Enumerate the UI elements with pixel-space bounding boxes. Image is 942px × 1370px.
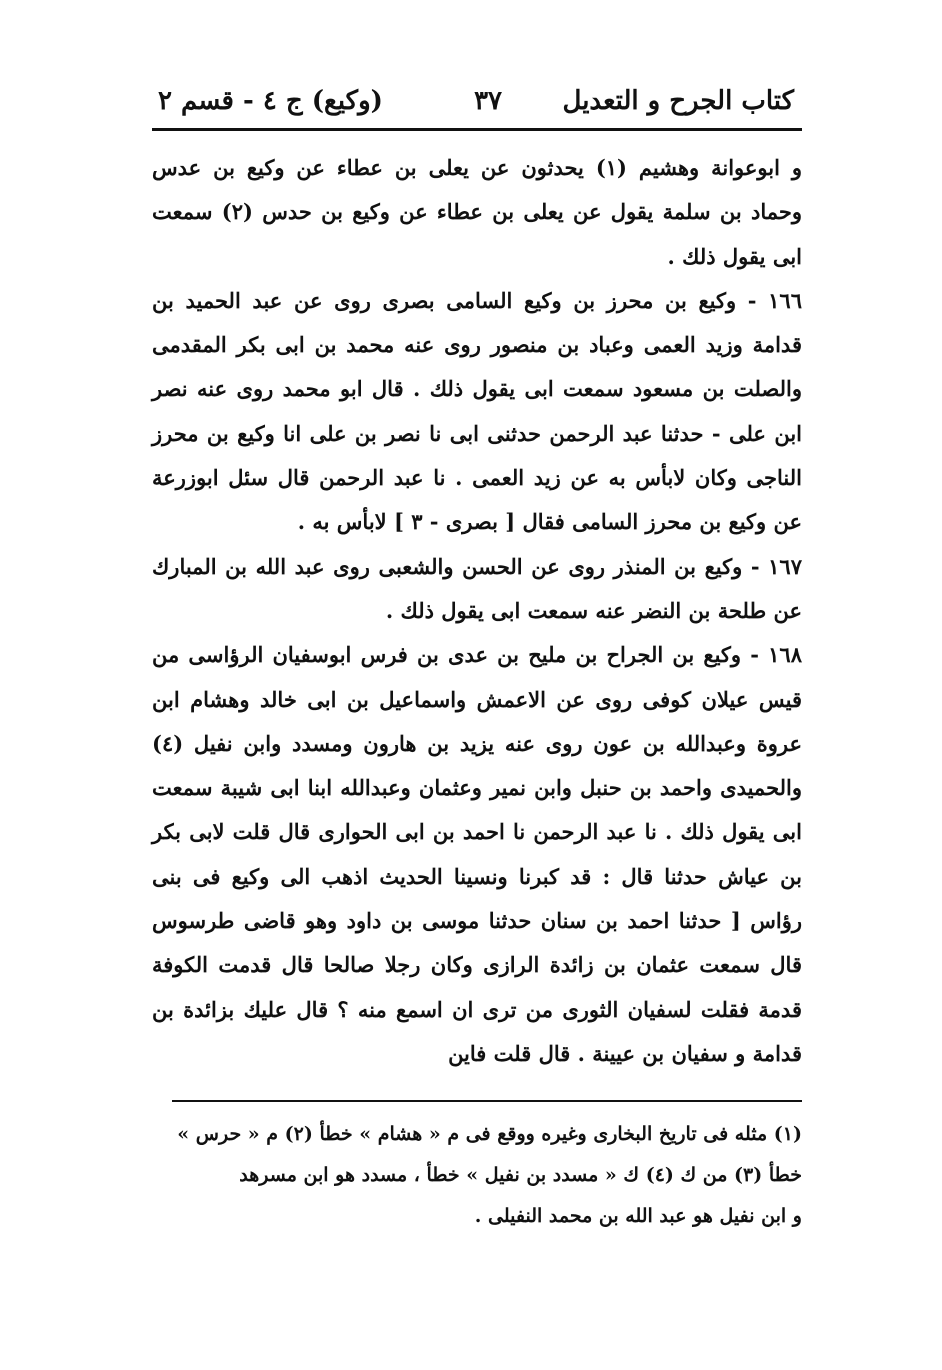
paragraph: و ابوعوانة وهشيم (١) يحدثون عن يعلى بن عطاء عن وكيع بن عدس وحماد بن سلمة يقول عن يعلى بن عطاء عن وكيع بن حدس (٢) سمعت ابى يقول ذلك . — [152, 155, 802, 269]
book-title: كتاب الجرح و التعديل — [562, 86, 794, 116]
page-header — [152, 80, 802, 120]
footnote-line: (١) مثله فى تاريخ البخارى وغيره ووقع فى م « هشام » خطأ (٢) م « حرس » — [177, 1123, 802, 1145]
book-page — [152, 70, 802, 1330]
footnote-rule — [172, 1100, 802, 1102]
volume-info: (وكيع) ج ٤ - قسم ٢ — [158, 86, 383, 116]
paragraph-entry-167: ١٦٧ - وكيع بن المنذر روى عن الحسن والشعبى روى عبد الله بن المبارك عن طلحة بن النضر عنه سمعت ابى يقول ذلك . — [152, 553, 802, 623]
paragraph-entry-168: ١٦٨ - وكيع بن الجراح بن مليح بن عدى بن فرس ابوسفيان الرؤاسى من قيس عيلان كوفى روى عن الاعمش واسماعيل بن ابى خالد وهشام ابن عروة وعبدالله بن عون روى عنه يزيد بن هارون ومسدد وابن نفيل (٤) والحميدى واحمد بن حنبل وابن نمير وعثمان وعبدالله ابنا ابى شيبة سمعت ابى يقول ذلك . نا عبد الرحمن نا احمد بن ابى الحوارى قال قلت لابى بكر بن عياش حدثنا قال : قد كبرنا ونسينا الحديث اذهب الى وكيع فى بنى رؤاس [ حدثنا احمد بن سنان حدثنا موسى بن داود وهو قاضى طرسوس قال سمعت عثمان بن زائدة الرازى وكان رجلا صالحا قال قدمت الكوفة قدمة فقلت لسفيان الثورى من ترى ان اسمع منه ؟ قال عليك بزائدة بن قدامة و سفيان بن عيينة . قال قلت فاين — [152, 642, 802, 1066]
page-number: ٣٧ — [474, 86, 502, 116]
footnote-line: خطأ (٣) من ك (٤) ك « مسدد بن نفيل » خطأ ، مسدد هو ابن مسرهد — [239, 1164, 802, 1186]
paragraph-entry-166: ١٦٦ - وكيع بن محرز بن وكيع السامى بصرى روى عن عبد الحميد بن قدامة وزيد العمى وعباد بن منصور روى عنه محمد بن ابى بكر المقدمى والصلت بن مسعود سمعت ابى يقول ذلك . قال ابو محمد روى عنه نصر ابن على - حدثنا عبد الرحمن حدثنى ابى نا نصر بن على انا وكيع بن محرز الناجى وكان لابأس به عن زيد العمى . نا عبد الرحمن قال سئل ابوزرعة عن وكيع بن محرز السامى فقال [ بصرى - ٣ ] لابأس به . — [152, 287, 802, 535]
header-rule — [152, 128, 802, 131]
main-text — [152, 146, 802, 1076]
footnotes — [152, 1114, 802, 1237]
footnote-line: و ابن نفيل هو عبد الله بن محمد النفيلى . — [474, 1205, 802, 1227]
